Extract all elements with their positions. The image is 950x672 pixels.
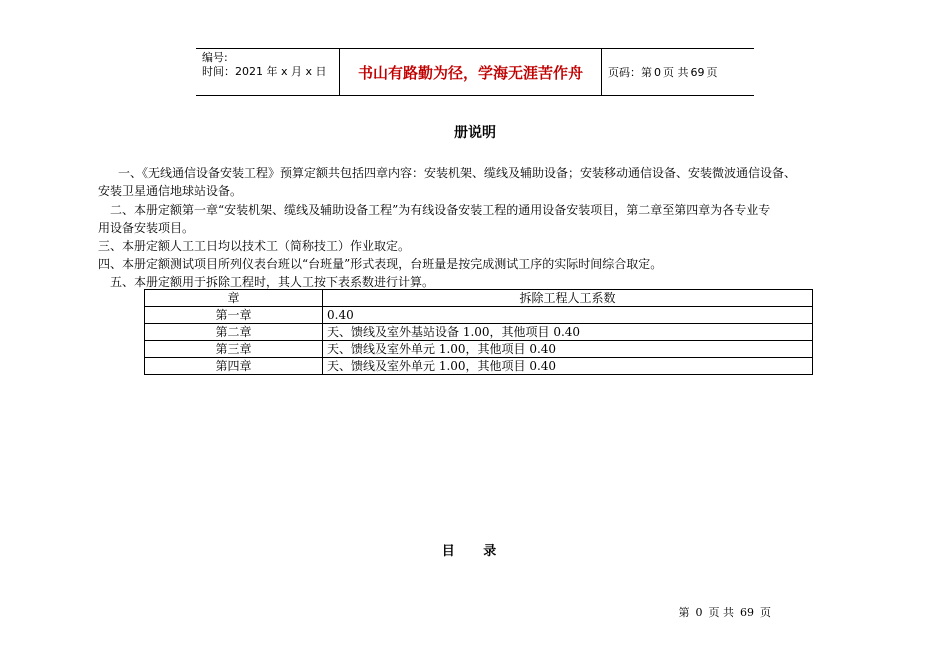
toc-title: 目 录 [441,544,509,559]
page-header [196,48,754,96]
paragraph-4: 四、本册定额测试项目所列仪表台班以“台班量”形式表现，台班量是按完成测试工序的实际时间综合取定。 [98,257,663,271]
table-cell: 第一章 [145,307,323,324]
paragraph-5: 五、本册定额用于拆除工程时，其人工按下表系数进行计算。 [110,275,435,289]
header-page-current: 0 [654,65,661,79]
footer-current: 0 [695,606,703,619]
header-page-suffix: 页 [706,66,718,79]
document-title: 册说明 [454,125,496,141]
header-page-mid: 页 共 [663,66,689,79]
paragraph-3: 三、本册定额人工工日均以技术工（简称技工）作业取定。 [98,239,411,253]
paragraph-2: 二、本册定额第一章“安装机架、缆线及辅助设备工程”为有线设备安装工程的通用设备安装项目，第二章至第四章为各专业专 [110,203,771,217]
table-header-row [145,290,813,307]
paragraph-1: 一、《无线通信设备安装工程》预算定额共包括四章内容：安装机架、缆线及辅助设备；安装移动通信设备、安装微波通信设备、 [118,166,797,180]
header-page-total: 69 [690,65,705,79]
footer-suffix: 页 [760,606,771,619]
header-time-label: 时间：2021 年 x 月 x 日 [202,65,327,78]
table-cell: 天、馈线及室外基站设备 1.00，其他项目 0.40 [323,324,813,341]
table-cell: 0.40 [323,307,813,324]
paragraph-2-cont: 用设备安装项目。 [98,221,195,235]
table-cell: 第三章 [145,341,323,358]
footer-mid: 页 共 [708,606,734,619]
footer-total: 69 [740,606,754,619]
page-footer [676,604,775,620]
coefficient-table [144,289,813,375]
table-row [145,324,813,341]
header-code-label: 编号: [202,51,228,64]
table-cell: 第二章 [145,324,323,341]
table-cell: 天、馈线及室外单元 1.00，其他项目 0.40 [323,358,813,375]
header-motto: 书山有路勤为径，学海无涯苦作舟 [340,49,602,95]
header-page-number [602,49,754,95]
footer-prefix: 第 [678,606,690,619]
table-cell: 天、馈线及室外单元 1.00，其他项目 0.40 [323,341,813,358]
table-row [145,358,813,375]
header-meta [196,49,340,95]
header-page-prefix: 页码：第 [608,66,652,79]
table-cell: 第四章 [145,358,323,375]
table-row [145,307,813,324]
table-row [145,341,813,358]
table-header-cell: 章 [145,290,323,307]
table-header-cell: 拆除工程人工系数 [323,290,813,307]
paragraph-1-cont: 安装卫星通信地球站设备。 [98,184,243,198]
